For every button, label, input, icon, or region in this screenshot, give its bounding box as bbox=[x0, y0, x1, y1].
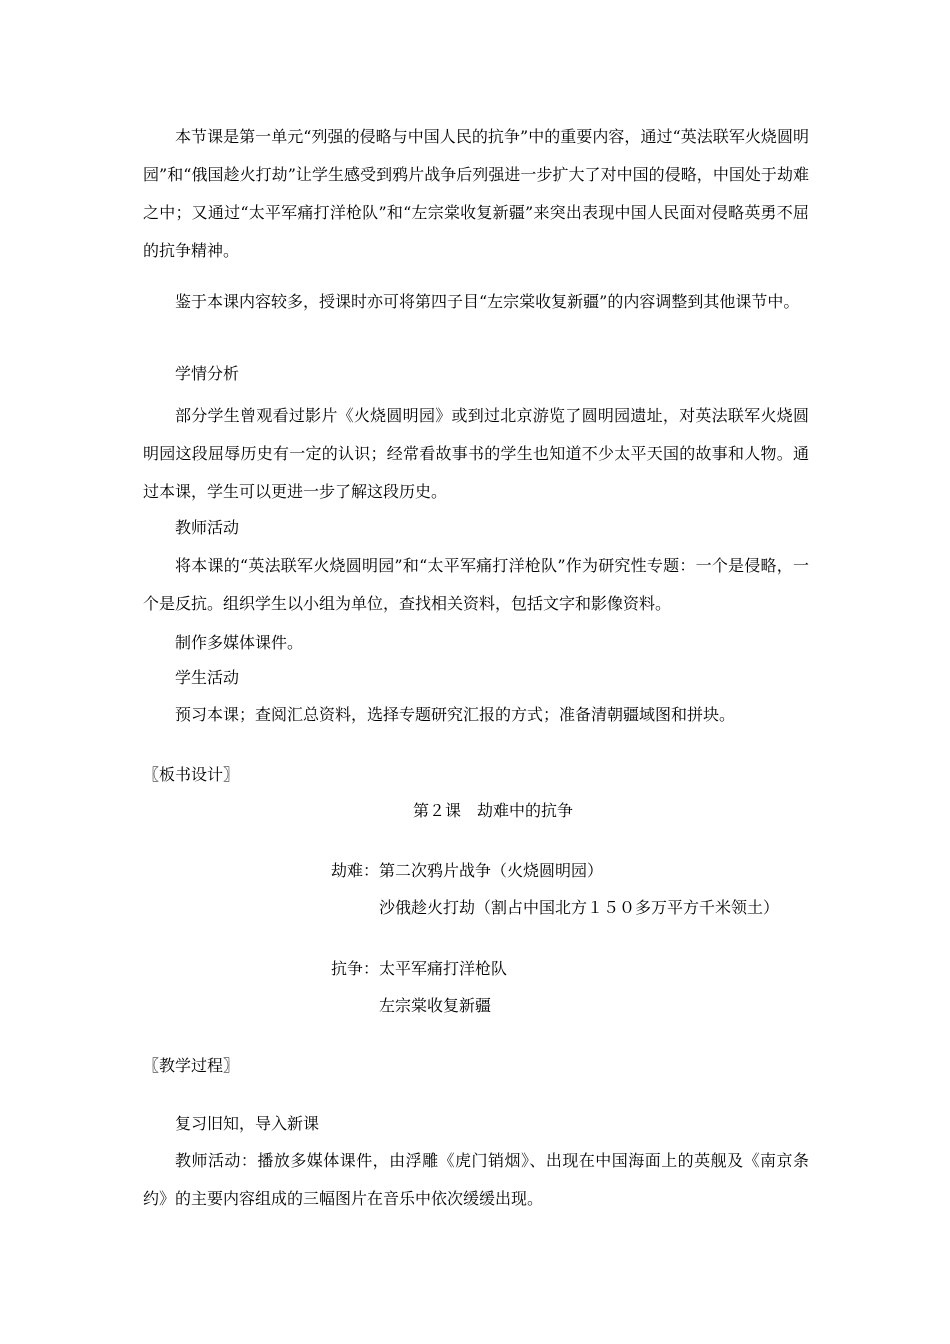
teacher-activity-line2: 制作多媒体课件。 bbox=[175, 633, 304, 652]
board-struggle-item-1: 太平军痛打洋枪队 bbox=[379, 959, 508, 978]
intro-paragraph-1: 本节课是第一单元“列强的侵略与中国人民的抗争”中的重要内容，通过“英法联军火烧圆明园”和“俄国趁火打劫”让学生感受到鸦片战争后列强进一步扩大了对中国的侵略，中国处于劫难之中；又通过“太平军痛打洋枪队”和“左宗棠收复新疆”来突出表现中国人民面对侵略英勇不屈的抗争精神。 bbox=[143, 127, 809, 260]
student-analysis-text: 部分学生曾观看过影片《火烧圆明园》或到过北京游览了圆明园遗址，对英法联军火烧圆明园这段屈辱历史有一定的认识；经常看故事书的学生也知道不少太平天国的故事和人物。通过本课，学生可以更进一步了解这段历史。 bbox=[143, 406, 809, 501]
process-step-heading: 复习旧知，导入新课 bbox=[175, 1114, 320, 1133]
board-title: 第２课 劫难中的抗争 bbox=[413, 801, 574, 820]
board-design-heading: 〖板书设计〗 bbox=[143, 765, 240, 784]
teacher-activity-heading: 教师活动 bbox=[175, 518, 240, 537]
board-disaster-item-2: 沙俄趁火打劫（割占中国北方１５０多万平方千米领土） bbox=[379, 898, 780, 917]
process-teacher-text: 教师活动：播放多媒体课件，由浮雕《虎门销烟》、出现在中国海面上的英舰及《南京条约》的主要内容组成的三幅图片在音乐中依次缓缓出现。 bbox=[143, 1151, 809, 1208]
teacher-activity-text: 将本课的“英法联军火烧圆明园”和“太平军痛打洋枪队”作为研究性专题：一个是侵略，一个是反抗。组织学生以小组为单位，查找相关资料，包括文字和影像资料。 bbox=[143, 556, 809, 613]
student-activity-text: 预习本课；查阅汇总资料，选择专题研究汇报的方式；准备清朝疆域图和拼块。 bbox=[175, 705, 736, 724]
intro-paragraph-2: 鉴于本课内容较多，授课时亦可将第四子目“左宗棠收复新疆”的内容调整到其他课节中。 bbox=[175, 292, 800, 311]
teaching-process-heading: 〖教学过程〗 bbox=[143, 1056, 240, 1075]
board-struggle-label: 抗争： bbox=[331, 959, 380, 978]
student-activity-heading: 学生活动 bbox=[175, 668, 240, 687]
board-disaster-item-1: 第二次鸦片战争（火烧圆明园） bbox=[379, 861, 604, 880]
student-analysis-heading: 学情分析 bbox=[175, 364, 240, 383]
board-struggle-item-2: 左宗棠收复新疆 bbox=[379, 996, 492, 1015]
board-disaster-label: 劫难： bbox=[331, 861, 380, 880]
